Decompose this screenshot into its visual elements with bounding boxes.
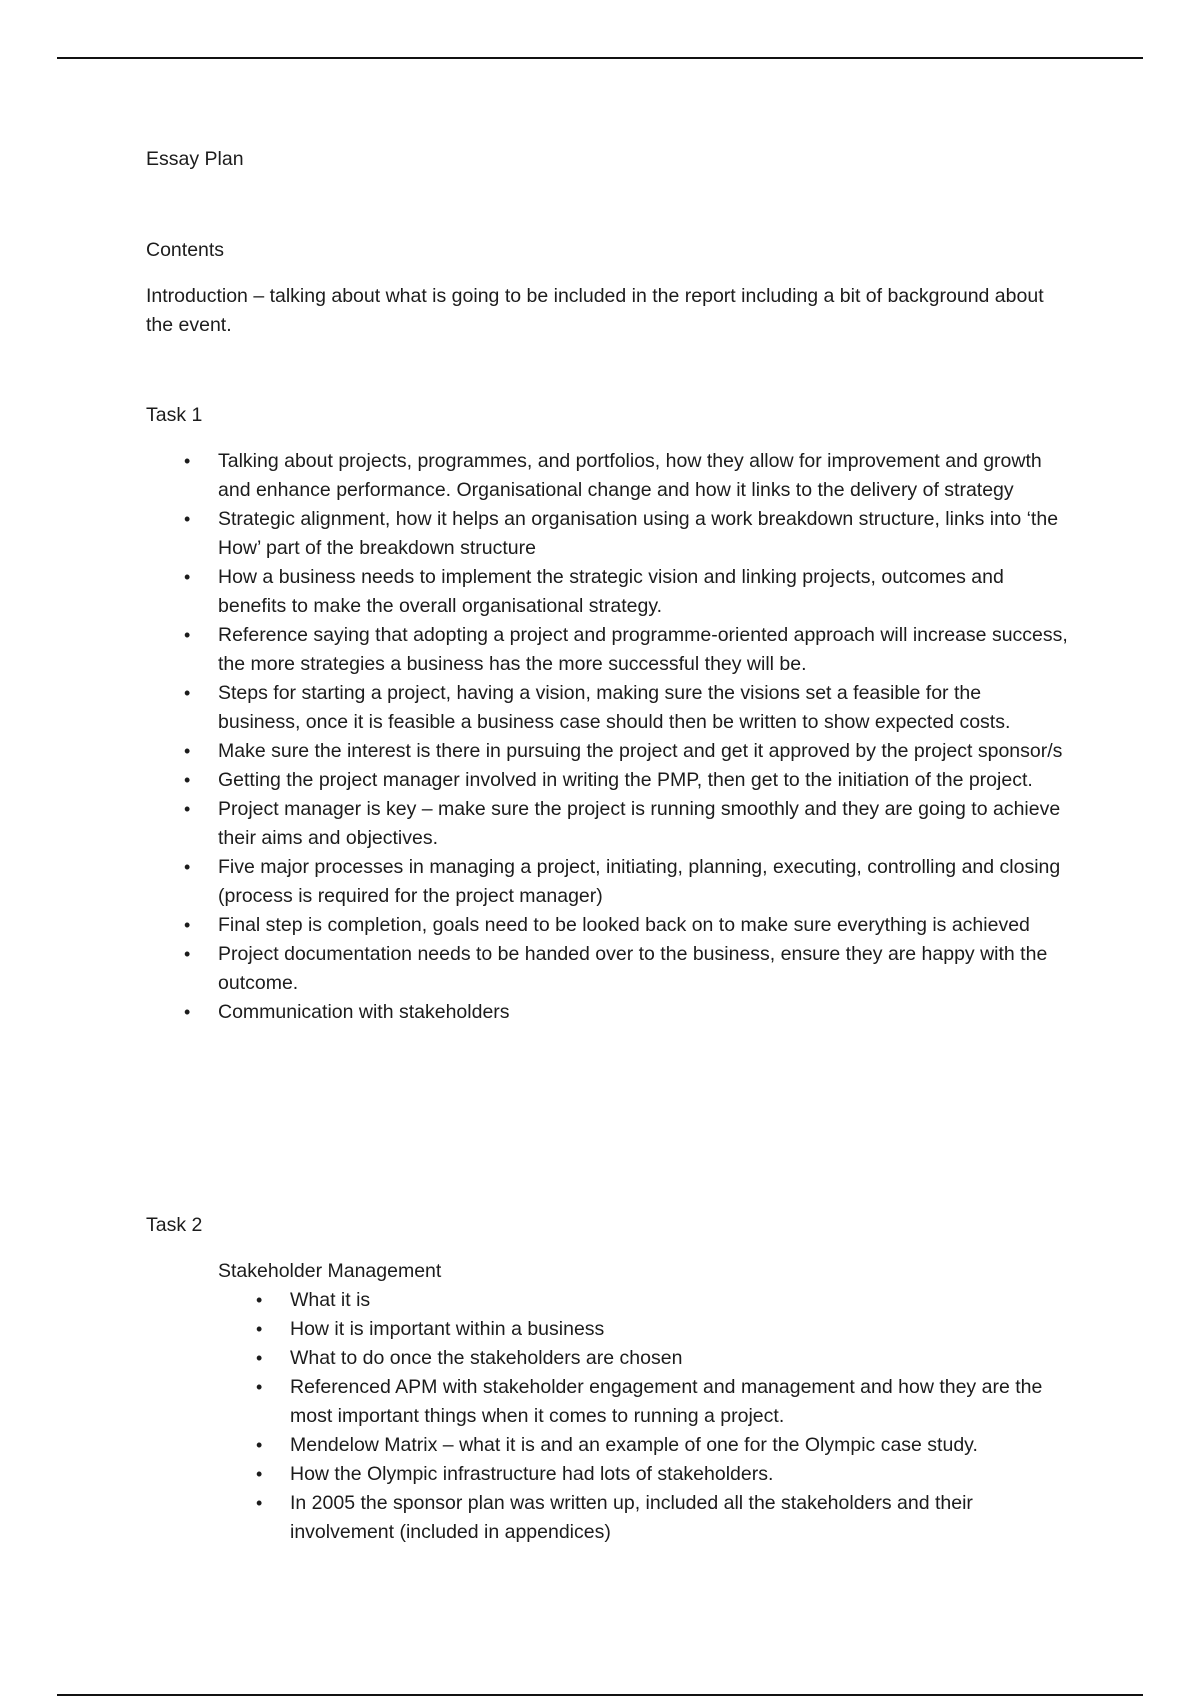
bullet-icon: •	[184, 741, 191, 761]
list-item	[184, 679, 1068, 737]
bullet-icon: •	[256, 1319, 263, 1339]
bullet-icon: •	[184, 683, 191, 703]
list-item	[256, 1315, 1070, 1344]
bullet-icon: •	[256, 1464, 263, 1484]
list-item	[184, 911, 1068, 940]
bullet-icon: •	[184, 625, 191, 645]
list-item	[184, 563, 1068, 621]
bullet-icon: •	[184, 799, 191, 819]
bullet-text: What to do once the stakeholders are chosen	[290, 1347, 683, 1369]
bullet-text: Final step is completion, goals need to be looked back on to make sure everything is achieved	[218, 914, 1030, 936]
task2-subheading: Stakeholder Management	[218, 1260, 442, 1282]
task1-bullet-list	[184, 447, 1068, 1027]
bullet-text: What it is	[290, 1289, 371, 1311]
bullet-text: How it is important within a business	[290, 1318, 605, 1340]
bullet-text: Reference saying that adopting a project and programme-oriented approach will increase success, the more strategies a business has the more successful they will be.	[218, 624, 1068, 675]
contents-heading: Contents	[146, 239, 225, 261]
bullet-text: Talking about projects, programmes, and portfolios, how they allow for improvement and growth and enhance performance. Organisational change and how it links to the delivery of strategy	[218, 450, 1042, 501]
list-item	[256, 1286, 1070, 1315]
bullet-text: Communication with stakeholders	[218, 1001, 510, 1023]
top-rule	[57, 57, 1143, 59]
bullet-text: Strategic alignment, how it helps an organisation using a work breakdown structure, links into ‘the How’ part of the breakdown structure	[218, 508, 1059, 559]
bullet-icon: •	[256, 1377, 263, 1397]
introduction-paragraph: Introduction – talking about what is going to be included in the report including a bit of background about the event.	[146, 285, 1044, 336]
bullet-text: Getting the project manager involved in writing the PMP, then get to the initiation of the project.	[218, 769, 1033, 791]
bullet-icon: •	[184, 770, 191, 790]
list-item	[184, 766, 1068, 795]
bullet-icon: •	[256, 1348, 263, 1368]
task2-heading: Task 2	[146, 1214, 203, 1236]
list-item	[256, 1431, 1070, 1460]
bullet-icon: •	[184, 509, 191, 529]
bullet-icon: •	[184, 944, 191, 964]
bullet-icon: •	[184, 451, 191, 471]
bullet-icon: •	[184, 915, 191, 935]
list-item	[184, 940, 1068, 998]
list-item	[184, 621, 1068, 679]
bullet-text: How the Olympic infrastructure had lots of stakeholders.	[290, 1463, 774, 1485]
bullet-text: Referenced APM with stakeholder engagement and management and how they are the most important things when it comes to running a project.	[290, 1376, 1043, 1427]
bullet-icon: •	[256, 1493, 263, 1513]
bullet-text: Five major processes in managing a project, initiating, planning, executing, controlling and closing (process is required for the project manager)	[218, 856, 1061, 907]
bullet-text: In 2005 the sponsor plan was written up, included all the stakeholders and their involvement (included in appendices)	[290, 1492, 973, 1543]
document-title: Essay Plan	[146, 148, 244, 170]
bottom-rule	[57, 1694, 1143, 1696]
list-item	[256, 1460, 1070, 1489]
bullet-text: How a business needs to implement the strategic vision and linking projects, outcomes and benefits to make the overall organisational strategy.	[218, 566, 1004, 617]
task1-heading: Task 1	[146, 404, 203, 426]
list-item	[184, 505, 1068, 563]
list-item	[256, 1489, 1070, 1547]
list-item	[184, 998, 1068, 1027]
bullet-text: Project documentation needs to be handed over to the business, ensure they are happy with the outcome.	[218, 943, 1048, 994]
bullet-text: Make sure the interest is there in pursuing the project and get it approved by the project sponsor/s	[218, 740, 1063, 762]
list-item	[184, 737, 1068, 766]
bullet-text: Steps for starting a project, having a vision, making sure the visions set a feasible for the business, once it is feasible a business case should then be written to show expected costs.	[218, 682, 1011, 733]
list-item	[184, 853, 1068, 911]
bullet-text: Mendelow Matrix – what it is and an example of one for the Olympic case study.	[290, 1434, 978, 1456]
bullet-icon: •	[184, 857, 191, 877]
bullet-icon: •	[184, 567, 191, 587]
bullet-icon: •	[256, 1290, 263, 1310]
list-item	[184, 795, 1068, 853]
task2-bullet-list	[256, 1286, 1070, 1547]
list-item	[184, 447, 1068, 505]
list-item	[256, 1344, 1070, 1373]
bullet-icon: •	[256, 1435, 263, 1455]
bullet-icon: •	[184, 1002, 191, 1022]
bullet-text: Project manager is key – make sure the project is running smoothly and they are going to achieve their aims and objectives.	[218, 798, 1061, 849]
list-item	[256, 1373, 1070, 1431]
